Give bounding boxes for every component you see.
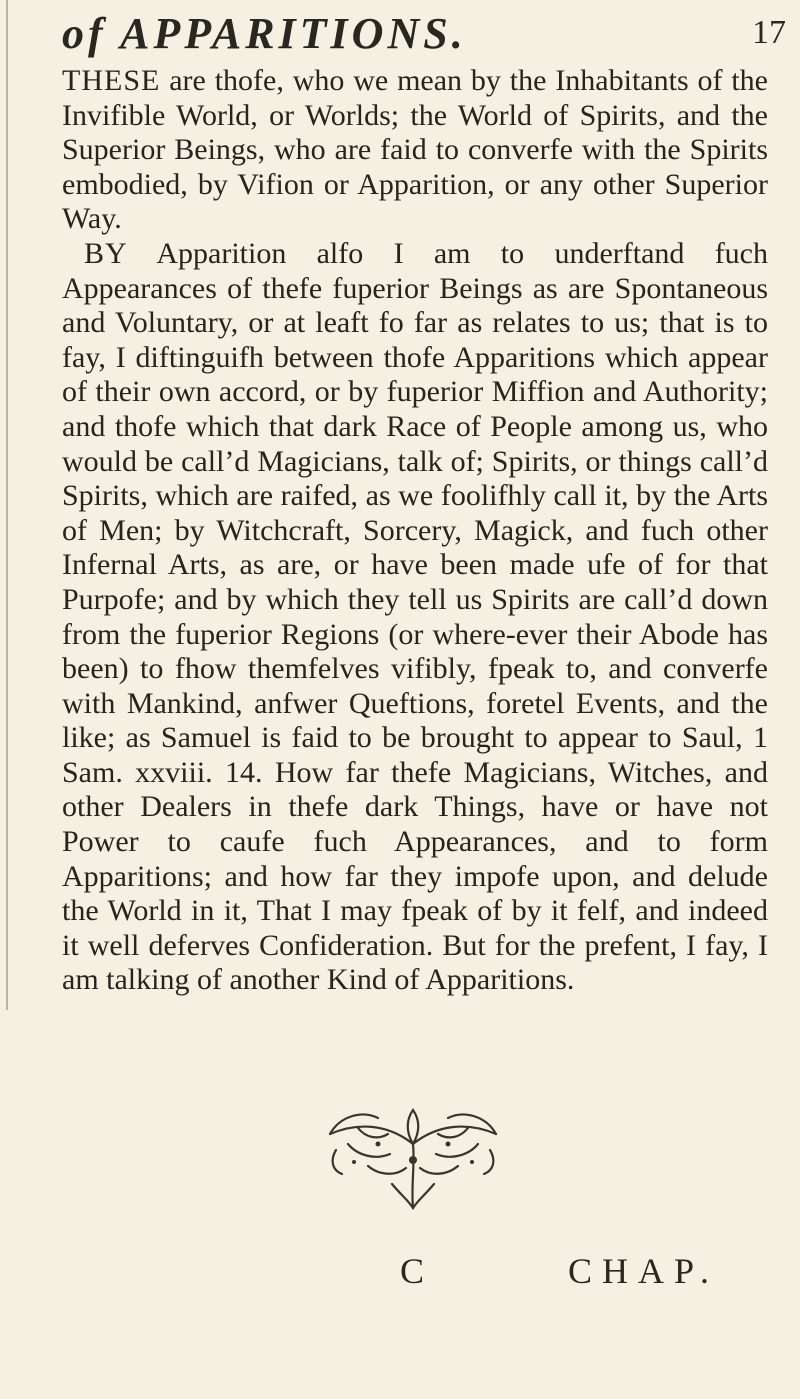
body-text <box>62 64 768 998</box>
lead-word: THESE <box>62 64 161 97</box>
signature-mark: C <box>400 1251 425 1291</box>
paragraph-text: Apparition alfo I am to underftand fuch Appearances of thefe fuperior Beings as are Spontaneous and Voluntary, or at leaft fo far as relates to us; that is to fay, I diftinguifh between thofe Apparitions which appear of their own accord, or by fuperior Miffion and Authority; and thofe which that dark Race of People among us, who would be call’d Magicians, talk of; Spirits, or things call’d Spirits, which are raifed, as we foolifhly call it, by the Arts of Men; by Witchcraft, Sorcery, Magick, and fuch other Infernal Arts, as are, or have been made ufe of for that Purpofe; and by which they tell us Spirits are call’d down from the fuperior Regions (or where-ever their Abode has been) to fhow themfelves vifibly, fpeak to, and converfe with Mankind, anfwer Queftions, foretel Events, and the like; as Samuel is faid to be brought to appear to Saul, 1 Sam. xxviii. 14. How far thefe Magicians, Witches, and other Dealers in thefe dark Things, have or have not Power to caufe fuch Appearances, and to form Apparitions; and how far they impofe upon, and delude the World in it, That I may fpeak of by it felf, and indeed it well deferves Confideration. But for the prefent, I fay, I am talking of another Kind of Apparitions. <box>62 236 768 997</box>
floral-ornament-icon <box>318 1104 508 1216</box>
gutter-shadow <box>6 0 8 1010</box>
catchword: CHAP. <box>568 1251 720 1291</box>
paragraph-1 <box>62 64 768 237</box>
paragraph-text: are thofe, who we mean by the Inhabitants of the Invifible World, or Worlds; the World of Spirits, and the Superior Beings, who are faid to converfe with the Spirits embodied, by Vifion or Apparition, or any other Superior Way. <box>62 64 769 236</box>
lead-word: BY <box>84 236 128 270</box>
running-title: of APPARITIONS. <box>62 9 467 58</box>
paragraph-2 <box>62 237 768 998</box>
page-number: 17 <box>752 14 786 51</box>
